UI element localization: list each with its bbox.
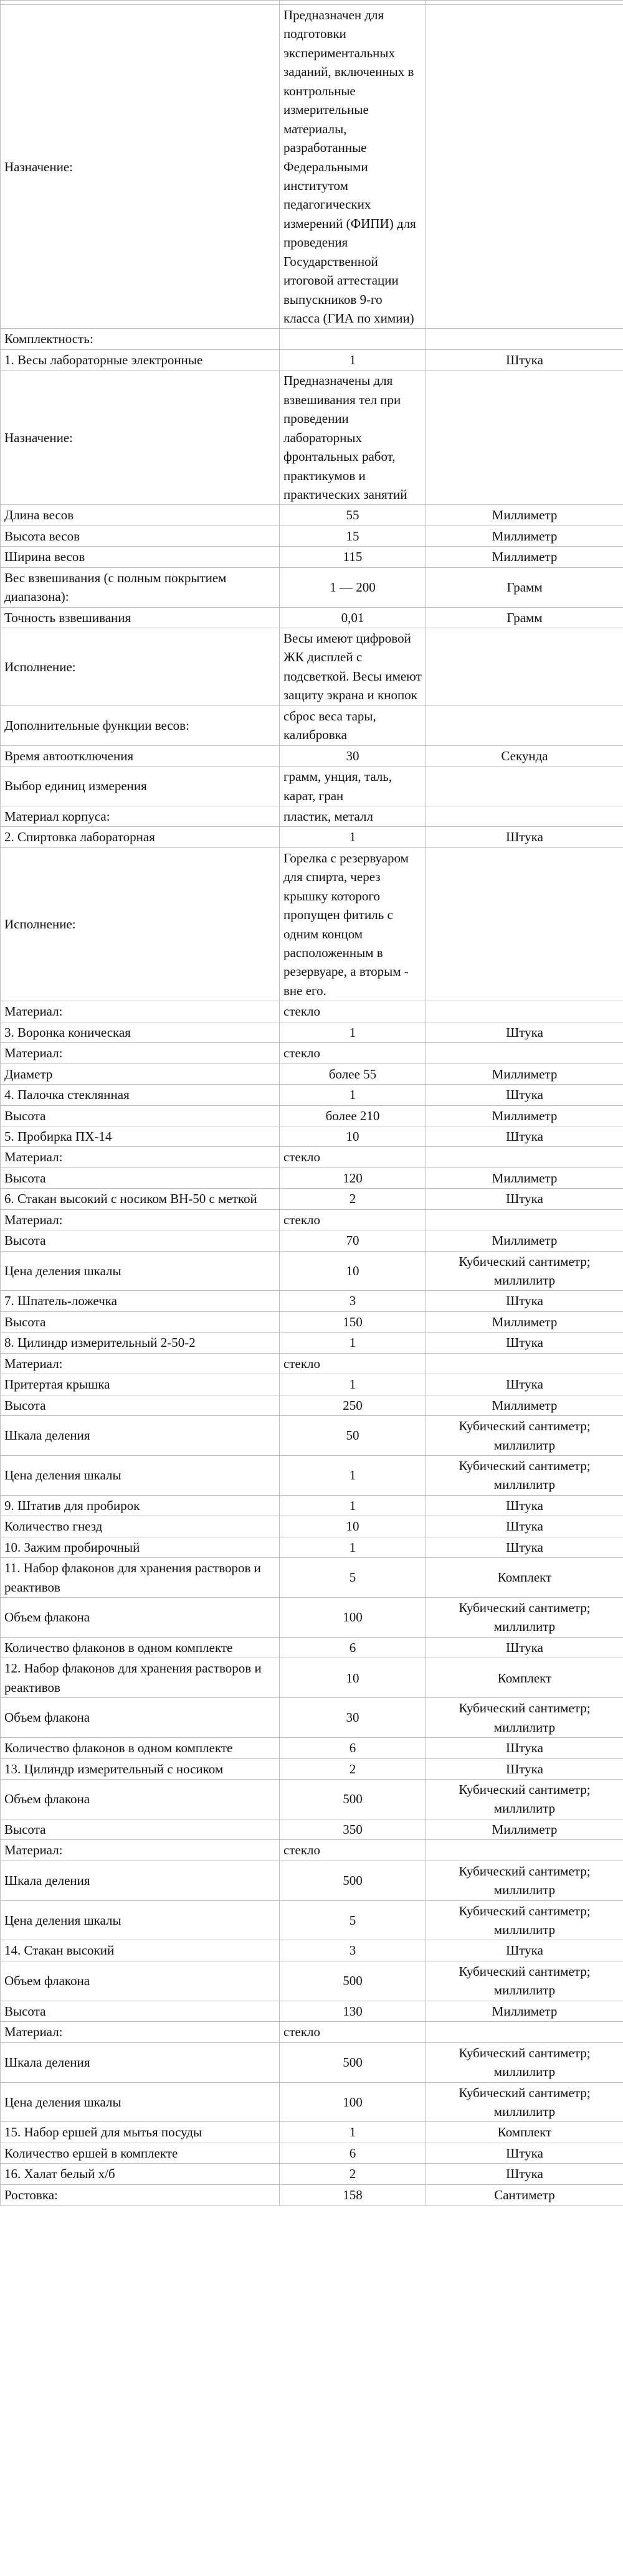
- row-value: Горелка с резервуаром для спирта, через крышку которого пропущен фитиль с одним концом расположенным в резервуаре, а вторым - вне его.: [280, 847, 426, 1001]
- row-label: Высота: [1, 1230, 280, 1251]
- row-unit: Кубический сантиметр; миллилитр: [426, 1455, 623, 1495]
- row-value: 50: [280, 1416, 426, 1456]
- row-label: Материал:: [1, 2022, 280, 2042]
- row-label: 5. Пробирка ПХ-14: [1, 1126, 280, 1146]
- row-label: Материал:: [1, 1147, 280, 1168]
- row-value: 3: [280, 1940, 426, 1961]
- row-unit: [426, 2022, 623, 2042]
- row-label: 3. Воронка коническая: [1, 1022, 280, 1042]
- row-value: 115: [280, 547, 426, 567]
- row-unit: [426, 767, 623, 806]
- row-value: 1: [280, 1333, 426, 1353]
- row-value: более 55: [280, 1064, 426, 1084]
- row-label: Высота: [1, 1311, 280, 1332]
- row-unit: Штука: [426, 1291, 623, 1311]
- row-unit: Миллиметр: [426, 1230, 623, 1251]
- table-row: [1, 1251, 623, 1291]
- row-value: более 210: [280, 1105, 426, 1126]
- row-label: Количество флаконов в одном комплекте: [1, 1637, 280, 1658]
- row-unit: Миллиметр: [426, 547, 623, 567]
- row-unit: Миллиметр: [426, 2001, 623, 2021]
- table-row: [1, 1147, 623, 1168]
- table-row: [1, 1637, 623, 1658]
- table-row: [1, 806, 623, 826]
- row-label: Высота: [1, 2001, 280, 2021]
- row-unit: Кубический сантиметр; миллилитр: [426, 1900, 623, 1940]
- row-value: 3: [280, 1291, 426, 1311]
- row-unit: Секунда: [426, 745, 623, 766]
- row-unit: Миллиметр: [426, 1064, 623, 1084]
- row-label: 9. Штатив для пробирок: [1, 1495, 280, 1516]
- table-row: [1, 1333, 623, 1353]
- row-label: Объем флакона: [1, 1698, 280, 1738]
- table-row: [1, 526, 623, 546]
- table-row: [1, 847, 623, 1001]
- table-row: [1, 1395, 623, 1415]
- row-label: Количество ершей в комплекте: [1, 2143, 280, 2163]
- row-unit: [426, 1001, 623, 1022]
- row-unit: Кубический сантиметр; миллилитр: [426, 1698, 623, 1738]
- row-label: Цена деления шкалы: [1, 1900, 280, 1940]
- row-unit: Миллиметр: [426, 526, 623, 546]
- row-value: 10: [280, 1516, 426, 1537]
- row-label: Объем флакона: [1, 1961, 280, 2001]
- row-unit: [426, 628, 623, 706]
- table-row: [1, 547, 623, 567]
- row-label: Диаметр: [1, 1064, 280, 1084]
- table-row: [1, 370, 623, 505]
- row-value: 500: [280, 1779, 426, 1819]
- table-row: [1, 1819, 623, 1839]
- row-value: стекло: [280, 1209, 426, 1230]
- row-value: стекло: [280, 1147, 426, 1168]
- row-unit: Кубический сантиметр; миллилитр: [426, 2082, 623, 2122]
- row-value: Предназначен для подготовки экспериментальных заданий, включенных в контрольные измерительные материалы, разработанные Федеральными институтом педагогических измерений (ФИПИ) для проведения Государственной итоговой аттестации выпускников 9-го класса (ГИА по химии): [280, 5, 426, 329]
- row-label: Объем флакона: [1, 1598, 280, 1638]
- row-value: 5: [280, 1900, 426, 1940]
- row-unit: [426, 1209, 623, 1230]
- row-value: 500: [280, 1961, 426, 2001]
- row-value: 1 — 200: [280, 567, 426, 607]
- row-value: 120: [280, 1168, 426, 1188]
- table-row: [1, 1455, 623, 1495]
- row-unit: Штука: [426, 1126, 623, 1146]
- table-row: [1, 5, 623, 329]
- row-unit: Штука: [426, 1085, 623, 1105]
- row-label: Количество флаконов в одном комплекте: [1, 1738, 280, 1758]
- row-label: Комплектность:: [1, 329, 280, 349]
- table-row: [1, 745, 623, 766]
- row-label: 16. Халат белый х/б: [1, 2164, 280, 2184]
- table-row: [1, 1900, 623, 1940]
- row-unit: Комплект: [426, 2122, 623, 2143]
- row-label: Объем флакона: [1, 1779, 280, 1819]
- row-unit: [426, 1840, 623, 1861]
- table-row: [1, 1416, 623, 1456]
- row-value: 1: [280, 1537, 426, 1557]
- row-unit: [426, 705, 623, 745]
- row-label: Ростовка:: [1, 2184, 280, 2205]
- row-unit: Грамм: [426, 567, 623, 607]
- row-label: Высота весов: [1, 526, 280, 546]
- row-label: Высота: [1, 1105, 280, 1126]
- row-label: Материал корпуса:: [1, 806, 280, 826]
- row-unit: [426, 806, 623, 826]
- row-unit: Грамм: [426, 607, 623, 628]
- table-row: [1, 1840, 623, 1861]
- row-unit: Кубический сантиметр; миллилитр: [426, 1779, 623, 1819]
- row-value: 15: [280, 526, 426, 546]
- row-value: пластик, металл: [280, 806, 426, 826]
- row-label: 13. Цилиндр измерительный с носиком: [1, 1758, 280, 1779]
- row-unit: Штука: [426, 1940, 623, 1961]
- table-row: [1, 1598, 623, 1638]
- table-row: [1, 1537, 623, 1557]
- row-value: 10: [280, 1658, 426, 1698]
- row-label: 10. Зажим пробирочный: [1, 1537, 280, 1557]
- row-value: 2: [280, 1189, 426, 1209]
- row-value: 1: [280, 1022, 426, 1042]
- table-row: [1, 1374, 623, 1395]
- row-value: 55: [280, 505, 426, 526]
- row-unit: Кубический сантиметр; миллилитр: [426, 1961, 623, 2001]
- row-unit: Штука: [426, 1758, 623, 1779]
- table-row: [1, 349, 623, 370]
- row-unit: Штука: [426, 1738, 623, 1758]
- row-label: Шкала деления: [1, 2042, 280, 2082]
- table-row: [1, 1353, 623, 1374]
- row-label: Материал:: [1, 1001, 280, 1022]
- row-unit: Штука: [426, 827, 623, 847]
- row-value: 5: [280, 1558, 426, 1598]
- row-unit: Комплект: [426, 1658, 623, 1698]
- table-row: [1, 827, 623, 847]
- row-value: 1: [280, 1085, 426, 1105]
- row-label: Цена деления шкалы: [1, 1455, 280, 1495]
- table-row: [1, 1311, 623, 1332]
- row-value: 100: [280, 2082, 426, 2122]
- table-row: [1, 2022, 623, 2042]
- row-value: Весы имеют цифровой ЖК дисплей с подсветкой. Весы имеют защиту экрана и кнопок: [280, 628, 426, 706]
- row-unit: [426, 1043, 623, 1064]
- table-row: [1, 1516, 623, 1537]
- row-value: стекло: [280, 2022, 426, 2042]
- row-unit: Штука: [426, 349, 623, 370]
- row-unit: Штука: [426, 1189, 623, 1209]
- row-unit: Штука: [426, 1495, 623, 1516]
- table-row: [1, 2042, 623, 2082]
- table-row: [1, 1126, 623, 1146]
- row-unit: [426, 370, 623, 505]
- table-row: [1, 2143, 623, 2163]
- row-label: Притертая крышка: [1, 1374, 280, 1395]
- row-value: стекло: [280, 1840, 426, 1861]
- table-row: [1, 767, 623, 806]
- table-row: [1, 1291, 623, 1311]
- row-unit: Штука: [426, 2164, 623, 2184]
- row-label: Назначение:: [1, 5, 280, 329]
- table-row: [1, 1168, 623, 1188]
- row-unit: Комплект: [426, 1558, 623, 1598]
- row-value: 250: [280, 1395, 426, 1415]
- table-row: [1, 1658, 623, 1698]
- row-value: 1: [280, 1495, 426, 1516]
- table-row: [1, 628, 623, 706]
- row-unit: [426, 847, 623, 1001]
- row-unit: Сантиметр: [426, 2184, 623, 2205]
- row-label: Исполнение:: [1, 847, 280, 1001]
- row-unit: Штука: [426, 1537, 623, 1557]
- row-unit: Штука: [426, 1022, 623, 1042]
- table-row: [1, 2082, 623, 2122]
- row-label: 7. Шпатель-ложечка: [1, 1291, 280, 1311]
- row-unit: Кубический сантиметр; миллилитр: [426, 1416, 623, 1456]
- row-label: Шкала деления: [1, 1416, 280, 1456]
- table-row: [1, 1495, 623, 1516]
- row-unit: Миллиметр: [426, 1168, 623, 1188]
- row-value: [280, 329, 426, 349]
- row-value: 6: [280, 1637, 426, 1658]
- row-value: 6: [280, 2143, 426, 2163]
- row-value: 1: [280, 1374, 426, 1395]
- row-label: Материал:: [1, 1209, 280, 1230]
- row-unit: Штука: [426, 1637, 623, 1658]
- row-value: 6: [280, 1738, 426, 1758]
- row-value: 10: [280, 1251, 426, 1291]
- table-row: [1, 1961, 623, 2001]
- table-row: [1, 705, 623, 745]
- row-label: 11. Набор флаконов для хранения растворов и реактивов: [1, 1558, 280, 1598]
- table-row: [1, 1779, 623, 1819]
- table-row: [1, 1043, 623, 1064]
- row-unit: Миллиметр: [426, 1311, 623, 1332]
- row-value: 1: [280, 1455, 426, 1495]
- row-value: 1: [280, 349, 426, 370]
- table-row: [1, 1738, 623, 1758]
- table-row: [1, 1758, 623, 1779]
- row-unit: [426, 329, 623, 349]
- table-row: [1, 2122, 623, 2143]
- row-value: 1: [280, 827, 426, 847]
- row-label: 12. Набор флаконов для хранения растворов и реактивов: [1, 1658, 280, 1698]
- row-unit: [426, 1353, 623, 1374]
- row-label: 4. Палочка стеклянная: [1, 1085, 280, 1105]
- row-unit: [426, 1147, 623, 1168]
- row-label: 1. Весы лабораторные электронные: [1, 349, 280, 370]
- table-row: [1, 505, 623, 526]
- row-value: 150: [280, 1311, 426, 1332]
- row-value: стекло: [280, 1353, 426, 1374]
- row-unit: Миллиметр: [426, 505, 623, 526]
- table-row: [1, 1001, 623, 1022]
- row-label: Материал:: [1, 1353, 280, 1374]
- row-unit: Миллиметр: [426, 1395, 623, 1415]
- row-label: Количество гнезд: [1, 1516, 280, 1537]
- row-value: 130: [280, 2001, 426, 2021]
- row-unit: Штука: [426, 1333, 623, 1353]
- row-value: 500: [280, 1861, 426, 1900]
- row-label: 2. Спиртовка лабораторная: [1, 827, 280, 847]
- row-label: Назначение:: [1, 370, 280, 505]
- row-unit: Штука: [426, 1516, 623, 1537]
- row-label: Цена деления шкалы: [1, 2082, 280, 2122]
- row-unit: Кубический сантиметр; миллилитр: [426, 1251, 623, 1291]
- table-row: [1, 1022, 623, 1042]
- row-value: 2: [280, 2164, 426, 2184]
- row-unit: Миллиметр: [426, 1105, 623, 1126]
- row-label: Длина весов: [1, 505, 280, 526]
- table-row: [1, 567, 623, 607]
- row-label: Цена деления шкалы: [1, 1251, 280, 1291]
- specs-table-body: [1, 1, 623, 2206]
- table-row: [1, 329, 623, 349]
- row-value: 2: [280, 1758, 426, 1779]
- top-edge-row: [1, 1, 623, 5]
- row-label: Выбор единиц измерения: [1, 767, 280, 806]
- row-value: 100: [280, 1598, 426, 1638]
- table-row: [1, 1698, 623, 1738]
- table-row: [1, 2184, 623, 2205]
- row-label: Время автоотключения: [1, 745, 280, 766]
- row-label: 8. Цилиндр измерительный 2-50-2: [1, 1333, 280, 1353]
- row-value: Предназначены для взвешивания тел при проведении лабораторных фронтальных работ, практикумов и практических занятий: [280, 370, 426, 505]
- table-row: [1, 1209, 623, 1230]
- row-unit: Кубический сантиметр; миллилитр: [426, 1861, 623, 1900]
- row-value: 158: [280, 2184, 426, 2205]
- row-label: Высота: [1, 1168, 280, 1188]
- row-label: Материал:: [1, 1840, 280, 1861]
- row-label: Шкала деления: [1, 1861, 280, 1900]
- table-row: [1, 2164, 623, 2184]
- row-label: Ширина весов: [1, 547, 280, 567]
- row-unit: [426, 5, 623, 329]
- row-value: 70: [280, 1230, 426, 1251]
- row-label: 15. Набор ершей для мытья посуды: [1, 2122, 280, 2143]
- row-unit: Штука: [426, 2143, 623, 2163]
- row-value: 350: [280, 1819, 426, 1839]
- row-unit: Кубический сантиметр; миллилитр: [426, 2042, 623, 2082]
- row-value: 30: [280, 1698, 426, 1738]
- row-label: 6. Стакан высокий с носиком ВН-50 с меткой: [1, 1189, 280, 1209]
- table-row: [1, 1940, 623, 1961]
- row-label: Материал:: [1, 1043, 280, 1064]
- row-value: 1: [280, 2122, 426, 2143]
- row-unit: Миллиметр: [426, 1819, 623, 1839]
- row-value: сброс веса тары, калибровка: [280, 705, 426, 745]
- row-value: грамм, унция, таль, карат, гран: [280, 767, 426, 806]
- table-row: [1, 1105, 623, 1126]
- row-value: 10: [280, 1126, 426, 1146]
- table-row: [1, 1230, 623, 1251]
- row-value: 30: [280, 745, 426, 766]
- row-value: стекло: [280, 1043, 426, 1064]
- table-row: [1, 2001, 623, 2021]
- row-value: стекло: [280, 1001, 426, 1022]
- table-row: [1, 1558, 623, 1598]
- row-label: Точность взвешивания: [1, 607, 280, 628]
- row-unit: Кубический сантиметр; миллилитр: [426, 1598, 623, 1638]
- table-row: [1, 1861, 623, 1900]
- table-row: [1, 1189, 623, 1209]
- row-label: Вес взвешивания (с полным покрытием диапазона):: [1, 567, 280, 607]
- row-label: Исполнение:: [1, 628, 280, 706]
- table-row: [1, 1085, 623, 1105]
- table-row: [1, 607, 623, 628]
- row-value: 0,01: [280, 607, 426, 628]
- row-unit: Штука: [426, 1374, 623, 1395]
- row-label: 14. Стакан высокий: [1, 1940, 280, 1961]
- row-label: Высота: [1, 1395, 280, 1415]
- row-value: 500: [280, 2042, 426, 2082]
- row-label: Высота: [1, 1819, 280, 1839]
- table-row: [1, 1064, 623, 1084]
- row-label: Дополнительные функции весов:: [1, 705, 280, 745]
